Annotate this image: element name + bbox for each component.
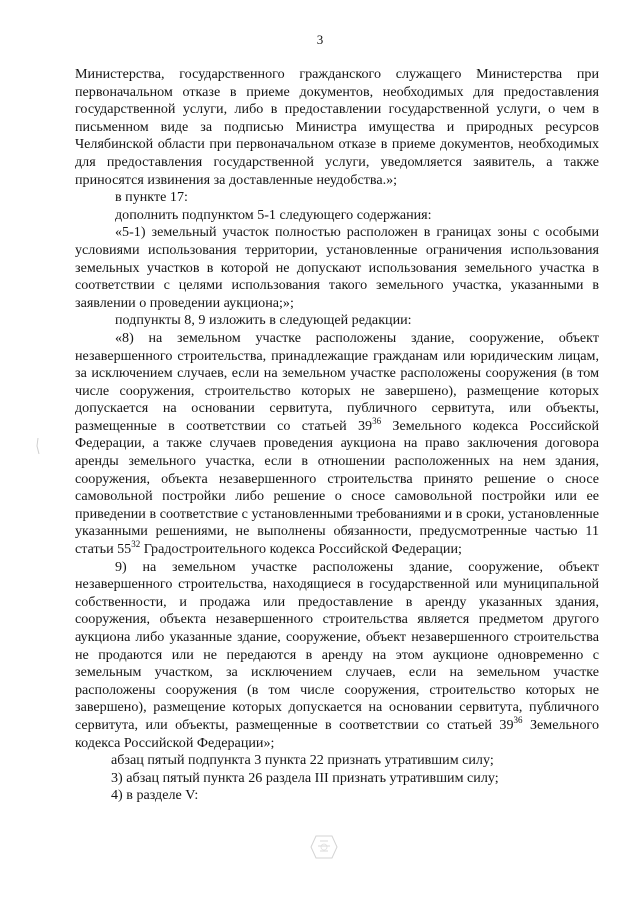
- paragraph-abzac-5: абзац пятый подпункта 3 пункта 22 признать утратившим силу;: [111, 752, 494, 769]
- subitem-8-superscript-1: 36: [372, 415, 382, 426]
- paragraph-item-4: 4) в разделе V:: [111, 787, 199, 804]
- paragraph-item-17-intro: в пункте 17:: [115, 189, 188, 206]
- scan-edge-mark: [35, 437, 41, 455]
- subitem-8-text-b: Земельного кодекса Российской Федерации, а также случаев проведения аукциона на право заключения договора аренды земельного участка, если в отношении расположенных на нем здания, сооружения, объекта незавершенного строительства принято решение о сносе самовольной постройки либо решение о сносе самовольной постройки или ее приведении в соответствие с установленными требованиями и в сроки, установленные указанными решениями, не выполнены обязанности, предусмотренные частью 11 статьи 55: [75, 417, 599, 558]
- subitem-9-text-b: Земельного кодекса Российской Федерации»;: [75, 716, 599, 751]
- paragraph-subitems-8-9-intro: подпункты 8, 9 изложить в следующей редакции:: [115, 312, 412, 329]
- subitem-9-text-a: 9) на земельном участке расположены здание, сооружение, объект незавершенного строительства, находящиеся в государственной или муниципальной собственности, и продажа или предоставление в аренду указанных здания, сооружения, объекта незавершенного строительства является предметом другого аукциона либо указанные здание, сооружение, объект незавершенного строительства не продаются или не передаются в аренду на этом аукционе одновременно с земельным участком, за исключением случаев, если на земельном участке расположены сооружения (в том числе сооружения, строительство которых не завершено), размещение которых допускается на основании сервитута, публичного сервитута, или объекты, размещенные в соответствии со статьей 39: [75, 558, 599, 733]
- page-number: 3: [316, 32, 324, 47]
- paragraph-subitem-8: [75, 330, 599, 559]
- paragraph-add-subitem: дополнить подпунктом 5-1 следующего содержания:: [115, 206, 432, 223]
- subitem-8-superscript-2: 32: [131, 539, 141, 550]
- document-body: [75, 66, 599, 805]
- paragraph-subitem-9: [75, 559, 599, 753]
- paragraph-subitem-5-1: «5-1) земельный участок полностью расположен в границах зоны с особыми условиями использования территории, установленные ограничения использования земельных участков в которой не допускают использования земельного участка в соответствии с целями использования такого земельного участка, указанными в заявлении о проведении аукциона;»;: [75, 224, 599, 311]
- stamp-icon: [307, 832, 341, 862]
- paragraph-continuation: Министерства, государственного гражданского служащего Министерства при первоначальном отказе в приеме документов, необходимых для предоставления государственной услуги, либо в предоставлении государственной услуги, о чем в письменном виде за подписью Министра имущества и природных ресурсов Челябинской области при первоначальном отказе в приеме документов, необходимых для предоставления государственной услуги, уведомляется заявитель, а также приносятся извинения за доставленные неудобства.»;: [75, 66, 599, 188]
- paragraph-item-3: 3) абзац пятый пункта 26 раздела III признать утратившим силу;: [111, 769, 499, 786]
- subitem-8-text-c: Градостроительного кодекса Российской Федерации;: [140, 541, 462, 558]
- subitem-8-text-a: «8) на земельном участке расположены здание, сооружение, объект незавершенного строительства, принадлежащие гражданам или юридическим лицам, за исключением случаев, если на земельном участке расположены сооружения (в том числе сооружения, строительство которых не завершено), размещение которых допускается на основании сервитута, публичного сервитута, или объекты, размещенные в соответствии со статьей 39: [75, 329, 599, 434]
- subitem-9-superscript: 36: [513, 714, 523, 725]
